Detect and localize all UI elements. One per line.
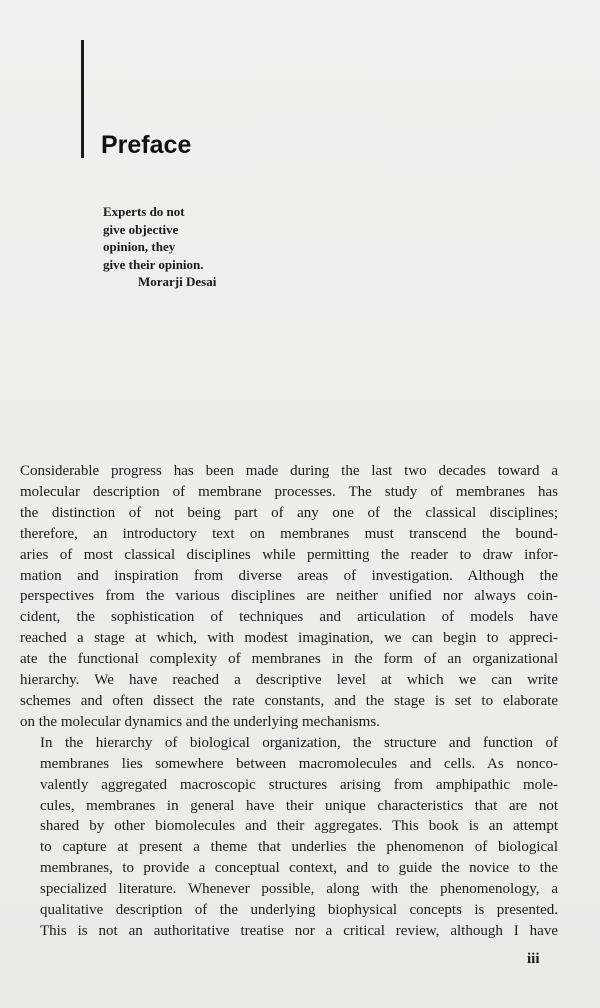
- text-line: to capture at present a theme that underlies the phenomenon of biological: [40, 839, 558, 856]
- text-line: Considerable progress has been made during the last two decades toward a: [20, 463, 558, 479]
- text-line: therefore, an introductory text on membranes must transcend the bound-: [20, 525, 558, 542]
- text-line: reached a stage at which, with modest imagination, we can begin to appreci-: [20, 630, 558, 647]
- epigraph-author: Morarji Desai: [138, 274, 217, 289]
- epigraph-line: Experts do not: [103, 204, 185, 219]
- text-line: In the hierarchy of biological organization, the structure and function of: [40, 734, 558, 751]
- text-line: shared by other biomolecules and their aggregates. This book is an attempt: [40, 818, 558, 835]
- vertical-rule: [81, 40, 84, 158]
- text-line: schemes and often dissect the rate constants, and the stage is set to elaborate: [20, 692, 558, 709]
- epigraph-line: opinion, they: [103, 239, 176, 254]
- text-line: hierarchy. We have reached a descriptive level at which we can write: [20, 672, 558, 689]
- page-number: iii: [527, 951, 540, 967]
- text-line: ate the functional complexity of membranes in the form of an organizational: [20, 651, 558, 668]
- text-line: perspectives from the various disciplines are neither unified nor always coin-: [20, 588, 558, 605]
- preface-body: [20, 461, 558, 942]
- text-line: cident, the sophistication of techniques and articulation of models have: [20, 609, 558, 626]
- page-title: Preface: [101, 131, 192, 159]
- text-line: qualitative description of the underlying biophysical concepts is presented.: [40, 902, 558, 919]
- paragraph-1: [20, 461, 558, 733]
- text-line: membranes, to provide a conceptual context, and to guide the novice to the: [40, 860, 558, 877]
- epigraph: [103, 203, 263, 291]
- epigraph-line: give their opinion.: [103, 256, 204, 272]
- epigraph-line: give objective: [103, 221, 179, 237]
- text-line: on the molecular dynamics and the underlying mechanisms.: [20, 713, 380, 730]
- paragraph-2: [20, 733, 558, 942]
- text-line: the distinction of not being part of any one of the classical disciplines;: [20, 504, 558, 521]
- text-line: This is not an authoritative treatise nor a critical review, although I have: [40, 922, 558, 939]
- text-line: cules, membranes in general have their unique characteristics that are not: [40, 797, 558, 814]
- text-line: mation and inspiration from diverse areas of investigation. Although the: [20, 567, 558, 584]
- text-line: molecular description of membrane processes. The study of membranes has: [20, 483, 558, 500]
- text-line: membranes lies somewhere between macromolecules and cells. As nonco-: [40, 755, 558, 772]
- text-line: valently aggregated macroscopic structures arising from amphipathic mole-: [40, 776, 558, 793]
- text-line: aries of most classical disciplines while permitting the reader to draw infor-: [20, 546, 558, 563]
- text-line: specialized literature. Whenever possible, along with the phenomenology, a: [40, 881, 558, 898]
